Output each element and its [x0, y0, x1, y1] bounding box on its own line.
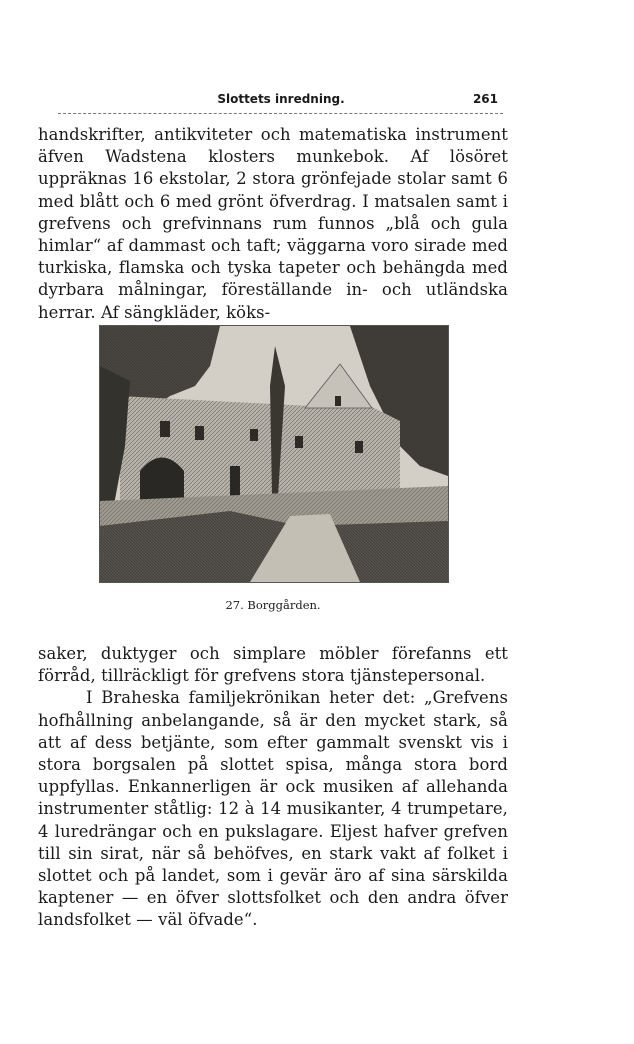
paragraph: handskrifter, antikviteter och matematiska instrument äfven Wadstena klosters munkebok. Af lösöret uppräknas 16 ekstolar, 2 stora grönfejade stolar samt 6 med blått och 6 med grönt öfverdrag. I matsalen samt i grefvens och grefvinnans rum funnos „blå och gula himlar“ af dammast och taft; väggarna voro sirade med turkiska, flamska och tyska tapeter och behängda med dyrbara målningar, föreställande in- och utländska herrar. Af sängkläder, köks-: [38, 125, 508, 322]
body-text-top: [38, 124, 508, 324]
page-number: 261: [472, 92, 498, 106]
paragraph: saker, duktyger och simplare möbler förefanns ett förråd, tillräckligt för grefvens stora tjänstepersonal.: [38, 644, 508, 686]
running-header-title: Slottets inredning.: [217, 92, 345, 106]
castle-courtyard-illustration: [100, 326, 448, 582]
header-rule: [58, 113, 503, 114]
figure-caption: 27. Borggården.: [225, 598, 321, 612]
illustration-borggarden: [99, 325, 449, 583]
running-header: [60, 92, 502, 112]
paragraph: I Braheska familjekrönikan heter det: „Grefvens hofhållning anbelangande, så är den mycket stark, så att af dess betjänte, som efter gammalt svenskt vis i stora borgsalen på slottet spisa, många stora bord uppfyllas. Enkannerligen är ock musiken af allehanda instrumenter ståtlig: 12 à 14 musikanter, 4 trumpetare, 4 luredrängar och en pukslagare. Eljest hafver grefven till sin sirat, när så behöfves, en stark vakt af folket i slottet och på landet, som i gevär äro af sina särskilda kaptener — en öfver slottsfolket och den andra öfver landsfolket — väl öfvade“.: [38, 688, 508, 930]
body-text-bottom: [38, 643, 508, 932]
